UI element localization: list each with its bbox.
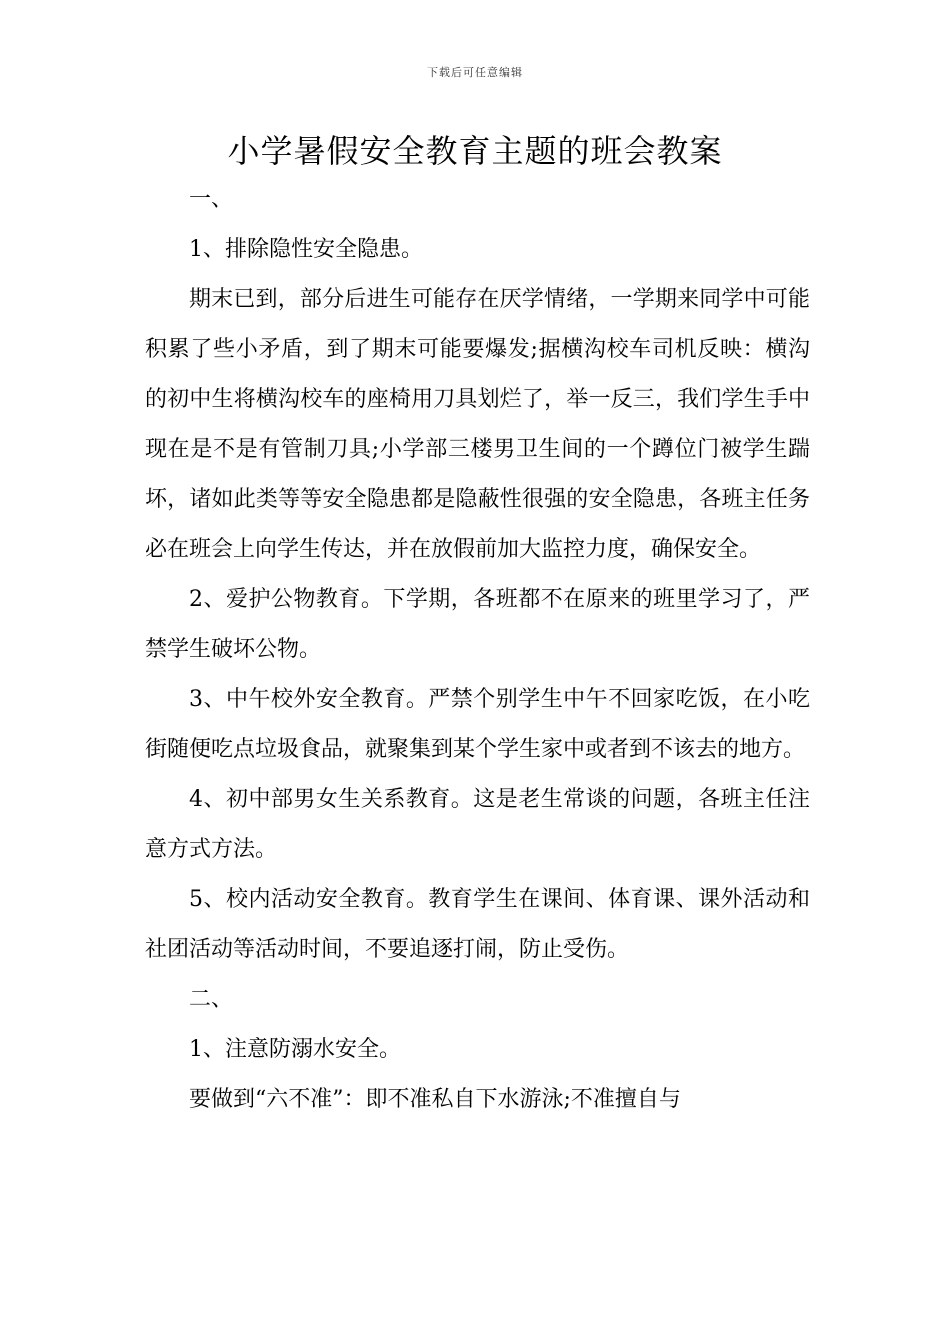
list-item: 4、初中部男女生关系教育。这是老生常谈的问题，各班主任注意方式方法。 bbox=[145, 787, 810, 862]
section-heading: 一、 bbox=[189, 187, 234, 212]
page-header-note: 下载后可任意编辑 bbox=[427, 66, 523, 79]
list-item: 3、中午校外安全教育。严禁个别学生中午不回家吃饭，在小吃街随便吃点垃圾食品，就聚集到某个学生家中或者到不该去的地方。 bbox=[145, 687, 810, 762]
list-item: 2、爱护公物教育。下学期，各班都不在原来的班里学习了，严禁学生破坏公物。 bbox=[145, 587, 810, 662]
list-item: 1、注意防溺水安全。 bbox=[189, 1037, 401, 1062]
document-title: 小学暑假安全教育主题的班会教案 bbox=[227, 132, 723, 170]
section-heading: 二、 bbox=[189, 987, 234, 1012]
body-paragraph: 要做到“六不准”：即不准私自下水游泳;不准擅自与 bbox=[189, 1087, 681, 1112]
body-paragraph: 期末已到，部分后进生可能存在厌学情绪，一学期来同学中可能积累了些小矛盾，到了期末可能要爆发;据横沟校车司机反映：横沟的初中生将横沟校车的座椅用刀具划烂了，举一反三，我们学生手中现在是不是有管制刀具;小学部三楼男卫生间的一个蹲位门被学生踹坏，诸如此类等等安全隐患都是隐蔽性很强的安全隐患，各班主任务必在班会上向学生传达，并在放假前加大监控力度，确保安全。 bbox=[145, 287, 810, 562]
list-item: 5、校内活动安全教育。教育学生在课间、体育课、课外活动和社团活动等活动时间，不要追逐打闹，防止受伤。 bbox=[145, 887, 810, 962]
document-body bbox=[145, 175, 810, 1125]
list-item: 1、排除隐性安全隐患。 bbox=[189, 237, 423, 262]
